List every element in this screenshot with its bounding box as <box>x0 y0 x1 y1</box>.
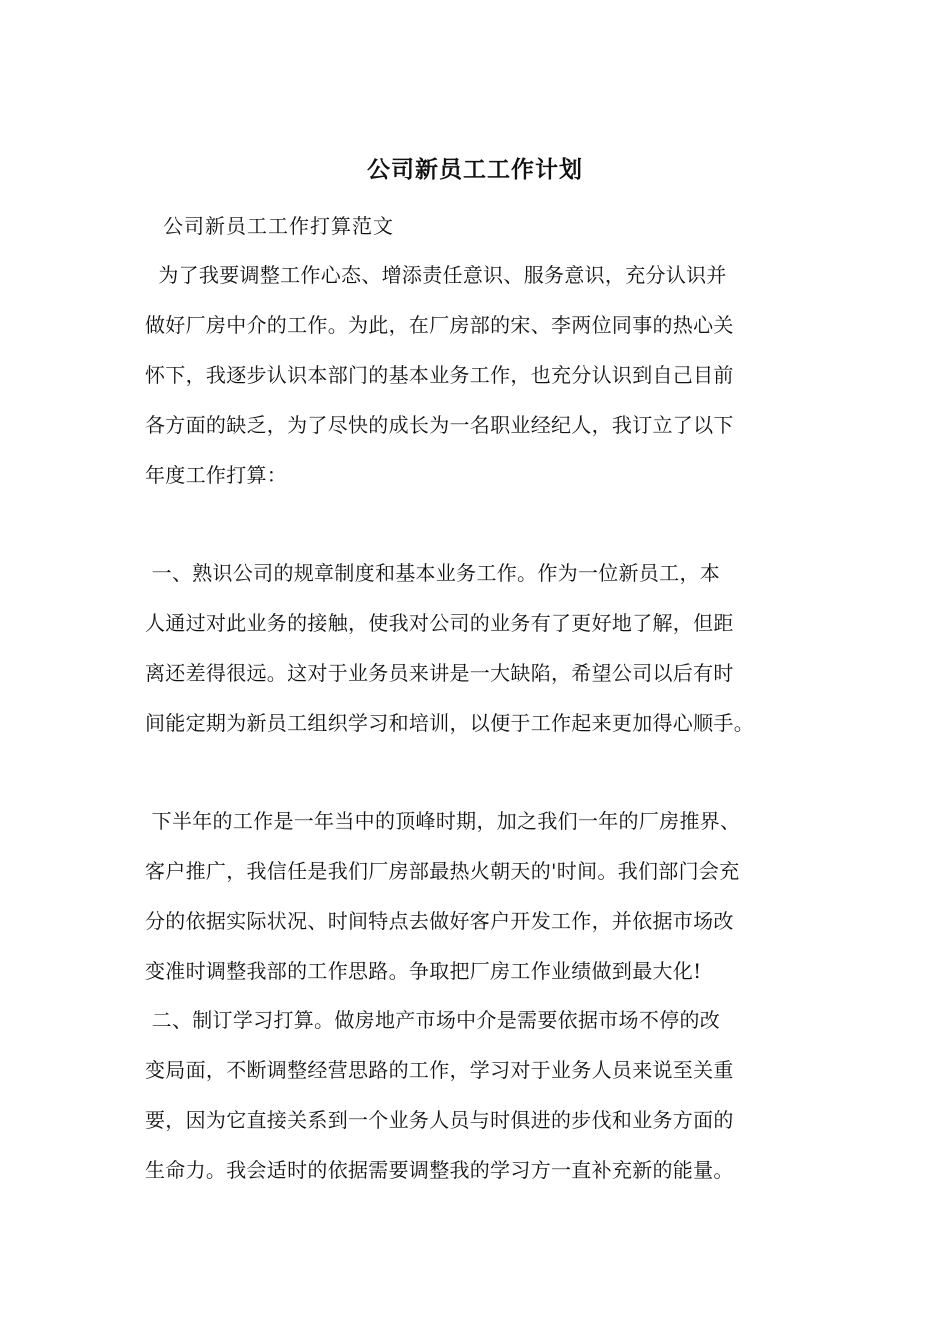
paragraph-line: 年度工作打算： <box>145 463 288 487</box>
paragraph-intro <box>145 250 810 500</box>
paragraph-line: 人通过对此业务的接触，使我对公司的业务有了更好地了解，但距 <box>145 611 734 635</box>
paragraph-line: 分的依据实际状况、时间特点去做好客户开发工作，并依据市场改 <box>145 909 734 933</box>
paragraph-line: 间能定期为新员工组织学习和培训，以便于工作起来更加得心顺手。 <box>145 711 754 735</box>
paragraph-section-two <box>145 995 810 1195</box>
paragraph-line: 要，因为它直接关系到一个业务人员与时俱进的步伐和业务方面的 <box>145 1108 734 1132</box>
paragraph-line: 各方面的缺乏，为了尽快的成长为一名职业经纪人，我订立了以下 <box>145 413 734 437</box>
paragraph-line: 一、熟识公司的规章制度和基本业务工作。作为一位新员工，本 <box>145 561 721 585</box>
paragraph-line: 变准时调整我部的工作思路。争取把厂房工作业绩做到最大化! <box>145 959 702 983</box>
paragraph-line: 下半年的工作是一年当中的顶峰时期，加之我们一年的厂房推界、 <box>145 809 741 833</box>
paragraph-line: 变局面，不断调整经营思路的工作，学习对于业务人员来说至关重 <box>145 1058 734 1082</box>
paragraph-section-one <box>145 548 810 748</box>
paragraph-line: 怀下，我逐步认识本部门的基本业务工作，也充分认识到自己目前 <box>145 363 734 387</box>
document-subtitle: 公司新员工工作打算范文 <box>163 214 394 238</box>
paragraph-line: 客户推广，我信任是我们厂房部最热火朝天的'时间。我们部门会充 <box>145 859 740 883</box>
paragraph-line: 二、制订学习打算。做房地产市场中介是需要依据市场不停的改 <box>145 1008 721 1032</box>
paragraph-line: 做好厂房中介的工作。为此，在厂房部的宋、李两位同事的热心关 <box>145 313 734 337</box>
document-title: 公司新员工工作计划 <box>367 156 583 183</box>
paragraph-line: 生命力。我会适时的依据需要调整我的学习方一直补充新的能量。 <box>145 1158 734 1182</box>
paragraph-line: 离还差得很远。这对于业务员来讲是一大缺陷，希望公司以后有时 <box>145 661 734 685</box>
paragraph-line: 为了我要调整工作心态、增添责任意识、服务意识，充分认识并 <box>145 263 727 287</box>
paragraph-second-half <box>145 796 810 996</box>
